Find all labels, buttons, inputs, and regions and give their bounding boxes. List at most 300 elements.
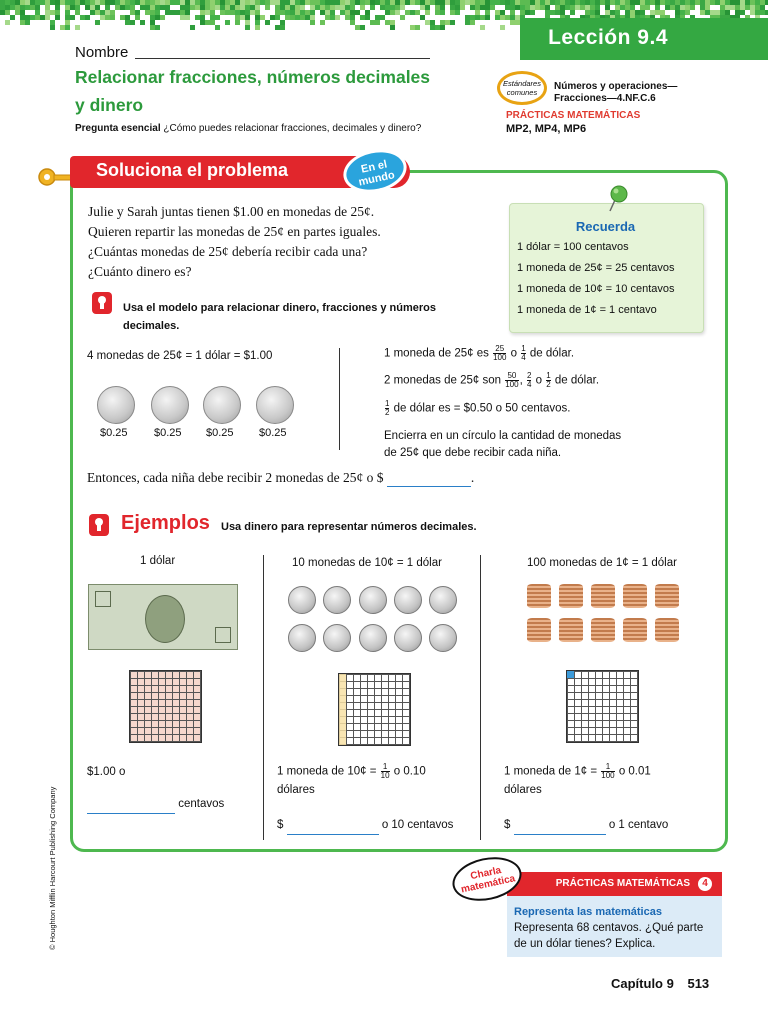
mosaic-tile xyxy=(495,10,500,15)
mosaic-tile xyxy=(510,15,515,20)
mosaic-tile xyxy=(520,0,525,5)
mosaic-tile xyxy=(625,0,630,5)
mosaic-tile xyxy=(755,5,760,10)
examples-subtitle: Usa dinero para representar números decimales. xyxy=(221,521,477,533)
practices-codes: MP2, MP4, MP6 xyxy=(506,123,587,135)
mosaic-tile xyxy=(420,15,425,20)
mosaic-tile xyxy=(300,10,305,15)
mosaic-tile xyxy=(180,10,185,15)
mosaic-tile xyxy=(525,10,530,15)
mosaic-tile xyxy=(610,10,615,15)
mosaic-tile xyxy=(210,5,215,10)
mosaic-tile xyxy=(275,25,280,30)
mosaic-tile xyxy=(35,5,40,10)
mosaic-tile xyxy=(20,10,25,15)
mosaic-tile xyxy=(560,0,565,5)
mosaic-tile xyxy=(435,10,440,15)
mosaic-tile xyxy=(150,25,155,30)
remember-title: Recuerda xyxy=(575,219,636,234)
mosaic-tile xyxy=(120,5,125,10)
remember-line: 1 moneda de 10¢ = 10 centavos xyxy=(517,283,675,295)
mosaic-tile xyxy=(180,15,185,20)
text: o xyxy=(510,347,518,360)
mosaic-tile xyxy=(185,10,190,15)
mosaic-tile xyxy=(195,15,200,20)
mosaic-tile xyxy=(195,0,200,5)
mosaic-tile xyxy=(125,15,130,20)
text: o xyxy=(535,374,543,387)
mosaic-tile xyxy=(645,5,650,10)
mosaic-tile xyxy=(635,0,640,5)
mosaic-tile xyxy=(135,0,140,5)
denominator: 4 xyxy=(526,380,532,389)
mosaic-tile xyxy=(440,5,445,10)
mosaic-tile xyxy=(325,0,330,5)
mosaic-tile xyxy=(235,20,240,25)
text: 2 monedas de 25¢ son xyxy=(384,374,502,387)
mosaic-tile xyxy=(90,10,95,15)
mosaic-tile xyxy=(750,5,755,10)
mosaic-tile xyxy=(680,10,685,15)
mosaic-tile xyxy=(605,5,610,10)
mosaic-tile xyxy=(25,15,30,20)
penny-stack xyxy=(655,584,679,608)
mosaic-tile xyxy=(500,25,505,30)
mosaic-tile xyxy=(395,10,400,15)
mosaic-tile xyxy=(10,5,15,10)
numerator: 1 xyxy=(521,344,526,353)
mosaic-tile xyxy=(275,5,280,10)
mosaic-tile xyxy=(155,0,160,5)
mosaic-tile xyxy=(425,10,430,15)
mosaic-tile xyxy=(750,0,755,5)
mosaic-tile xyxy=(295,10,300,15)
one-dollar-heading: 1 dólar xyxy=(140,555,176,567)
mosaic-tile xyxy=(145,5,150,10)
mosaic-tile xyxy=(470,0,475,5)
mosaic-tile xyxy=(470,5,475,10)
mosaic-tile xyxy=(480,25,485,30)
mosaic-tile xyxy=(225,0,230,5)
penny-stack xyxy=(527,618,551,642)
numerator: 1 xyxy=(381,763,390,772)
mosaic-tile xyxy=(580,0,585,5)
mosaic-tile xyxy=(520,5,525,10)
mosaic-tile xyxy=(470,20,475,25)
mosaic-tile xyxy=(455,5,460,10)
mosaic-tile xyxy=(735,5,740,10)
mosaic-tile xyxy=(445,0,450,5)
mosaic-tile xyxy=(260,15,265,20)
mosaic-tile xyxy=(420,0,425,5)
mosaic-tile xyxy=(365,15,370,20)
mosaic-tile xyxy=(280,0,285,5)
coin-value-label: $0.25 xyxy=(100,427,128,439)
mosaic-tile xyxy=(110,0,115,5)
math-talk-heading: Representa las matemáticas xyxy=(514,906,662,918)
mosaic-tile xyxy=(75,10,80,15)
circle-instruction-line1: Encierra en un círculo la cantidad de monedas xyxy=(384,430,622,442)
mosaic-tile xyxy=(320,5,325,10)
mosaic-tile xyxy=(315,5,320,10)
mosaic-tile xyxy=(660,10,665,15)
mosaic-tile xyxy=(30,5,35,10)
mosaic-tile xyxy=(560,5,565,10)
mosaic-tile xyxy=(490,0,495,5)
mosaic-tile xyxy=(85,0,90,5)
mosaic-tile xyxy=(670,5,675,10)
mosaic-tile xyxy=(45,0,50,5)
text: de dólar es = $0.50 o 50 centavos. xyxy=(393,402,571,415)
mosaic-tile xyxy=(585,5,590,10)
mosaic-tile xyxy=(615,0,620,5)
mosaic-tile xyxy=(75,0,80,5)
lock-icon xyxy=(92,292,112,314)
mosaic-tile xyxy=(225,20,230,25)
mosaic-tile xyxy=(685,5,690,10)
mosaic-tile xyxy=(620,5,625,10)
mosaic-tile xyxy=(640,0,645,5)
mosaic-tile xyxy=(305,0,310,5)
mosaic-tile xyxy=(505,15,510,20)
col2-answer-line xyxy=(277,817,453,835)
mosaic-tile xyxy=(400,15,405,20)
mosaic-tile xyxy=(515,5,520,10)
mosaic-tile xyxy=(465,20,470,25)
mosaic-tile xyxy=(150,20,155,25)
mosaic-tile xyxy=(755,10,760,15)
quarter-coin xyxy=(203,386,241,424)
mosaic-tile xyxy=(50,10,55,15)
mosaic-tile xyxy=(720,0,725,5)
penny-answer-blank[interactable] xyxy=(514,817,606,835)
mosaic-tile xyxy=(455,0,460,5)
mosaic-tile xyxy=(180,5,185,10)
mosaic-tile xyxy=(235,15,240,20)
mosaic-tile xyxy=(350,20,355,25)
mosaic-tile xyxy=(80,15,85,20)
mosaic-tile xyxy=(50,25,55,30)
text: Entonces, cada niña debe recibir 2 monedas de 25¢ o $ xyxy=(87,470,384,485)
mosaic-tile xyxy=(605,10,610,15)
coin-value-label: $0.25 xyxy=(259,427,287,439)
mosaic-tile xyxy=(525,0,530,5)
mosaic-tile xyxy=(290,10,295,15)
mosaic-tile xyxy=(205,5,210,10)
mosaic-tile xyxy=(615,10,620,15)
mosaic-tile xyxy=(285,15,290,20)
dime-answer-blank[interactable] xyxy=(287,817,379,835)
mosaic-tile xyxy=(65,0,70,5)
half-dollar-line xyxy=(384,400,570,417)
mosaic-tile xyxy=(160,5,165,10)
model-instruction: Usa el modelo para relacionar dinero, fracciones y números decimales. xyxy=(123,302,437,332)
mosaic-tile xyxy=(145,0,150,5)
mosaic-tile xyxy=(150,5,155,10)
mosaic-tile xyxy=(405,10,410,15)
mosaic-tile xyxy=(215,25,220,30)
mosaic-tile xyxy=(205,0,210,5)
mosaic-tile xyxy=(390,0,395,5)
mosaic-tile xyxy=(515,0,520,5)
mosaic-tile xyxy=(50,20,55,25)
text: de dólar. xyxy=(529,347,575,360)
mosaic-tile xyxy=(165,0,170,5)
mosaic-tile xyxy=(735,10,740,15)
mosaic-tile xyxy=(480,15,485,20)
mosaic-tile xyxy=(375,20,380,25)
mosaic-tile xyxy=(675,0,680,5)
mosaic-tile xyxy=(200,20,205,25)
text: 1 moneda de 1¢ = xyxy=(504,765,598,778)
mosaic-tile xyxy=(330,0,335,5)
mosaic-tile xyxy=(440,20,445,25)
standards-line2: Fracciones—4.NF.C.6 xyxy=(554,93,656,104)
mosaic-tile xyxy=(85,5,90,10)
mosaic-tile xyxy=(125,0,130,5)
penny-stack xyxy=(655,618,679,642)
mosaic-tile xyxy=(505,0,510,5)
mosaic-tile xyxy=(10,15,15,20)
penny-stack xyxy=(591,618,615,642)
mosaic-tile xyxy=(705,5,710,10)
mosaic-tile xyxy=(570,0,575,5)
mosaic-tile xyxy=(290,5,295,10)
mosaic-tile xyxy=(725,0,730,5)
mosaic-tile xyxy=(630,10,635,15)
mosaic-tile xyxy=(510,10,515,15)
page-number: 513 xyxy=(687,976,710,991)
mosaic-tile xyxy=(265,20,270,25)
mosaic-tile xyxy=(450,0,455,5)
mosaic-tile xyxy=(295,15,300,20)
mosaic-tile xyxy=(650,10,655,15)
mosaic-tile xyxy=(20,0,25,5)
mosaic-tile xyxy=(395,0,400,5)
mosaic-tile xyxy=(340,5,345,10)
mosaic-tile xyxy=(610,0,615,5)
mosaic-tile xyxy=(245,5,250,10)
mosaic-tile xyxy=(680,5,685,10)
mosaic-tile xyxy=(450,10,455,15)
mosaic-tile xyxy=(180,0,185,5)
mosaic-tile xyxy=(60,25,65,30)
mosaic-tile xyxy=(155,15,160,20)
mosaic-tile xyxy=(300,0,305,5)
column-divider xyxy=(339,348,340,450)
mosaic-tile xyxy=(305,10,310,15)
mosaic-tile xyxy=(200,0,205,5)
mosaic-tile xyxy=(560,10,565,15)
mosaic-tile xyxy=(565,5,570,10)
mosaic-tile xyxy=(600,0,605,5)
mosaic-tile xyxy=(730,0,735,5)
mosaic-tile xyxy=(400,5,405,10)
mosaic-tile xyxy=(455,10,460,15)
mosaic-tile xyxy=(275,10,280,15)
mosaic-tile xyxy=(255,15,260,20)
mosaic-tile xyxy=(20,5,25,10)
mosaic-tile xyxy=(565,0,570,5)
mosaic-tile xyxy=(625,5,630,10)
fraction xyxy=(493,345,506,362)
mosaic-tile xyxy=(215,15,220,20)
mosaic-tile xyxy=(35,15,40,20)
coin-value-label: $0.25 xyxy=(206,427,234,439)
name-field[interactable] xyxy=(135,58,430,59)
mosaic-tile xyxy=(340,0,345,5)
quarter-coin xyxy=(151,386,189,424)
mosaic-tile xyxy=(290,15,295,20)
mosaic-tile xyxy=(70,5,75,10)
mosaic-tile xyxy=(350,0,355,5)
mosaic-tile xyxy=(220,0,225,5)
mosaic-tile xyxy=(205,10,210,15)
mosaic-tile xyxy=(555,5,560,10)
lesson-number: Lección 9.4 xyxy=(548,26,668,49)
mosaic-tile xyxy=(435,0,440,5)
mosaic-tile xyxy=(520,10,525,15)
mosaic-tile xyxy=(85,15,90,20)
text: de dólar. xyxy=(554,374,600,387)
mosaic-tile xyxy=(640,5,645,10)
mosaic-tile xyxy=(220,10,225,15)
mosaic-tile xyxy=(190,25,195,30)
mosaic-tile xyxy=(585,10,590,15)
penny-stack xyxy=(559,584,583,608)
mosaic-tile xyxy=(55,10,60,15)
mosaic-tile xyxy=(25,20,30,25)
mosaic-tile xyxy=(255,25,260,30)
penny-stack xyxy=(623,584,647,608)
mosaic-tile xyxy=(525,5,530,10)
mosaic-tile xyxy=(5,20,10,25)
mosaic-tile xyxy=(155,5,160,10)
dime-coin xyxy=(323,624,351,652)
mosaic-tile xyxy=(530,0,535,5)
math-talk-text: Representa 68 centavos. ¿Qué parte de un dólar tienes? Explica. xyxy=(514,922,704,950)
mosaic-tile xyxy=(235,0,240,5)
mosaic-tile xyxy=(90,5,95,10)
mosaic-tile xyxy=(335,15,340,20)
quarters-equation: 4 monedas de 25¢ = 1 dólar = $1.00 xyxy=(87,350,273,362)
denominator: 100 xyxy=(601,771,615,780)
mosaic-tile xyxy=(150,10,155,15)
mosaic-tile xyxy=(375,0,380,5)
text: centavos xyxy=(178,798,225,810)
mosaic-tile xyxy=(360,25,365,30)
mosaic-tile xyxy=(265,0,270,5)
mosaic-tile xyxy=(530,10,535,15)
mosaic-tile xyxy=(135,15,140,20)
numerator: 2 xyxy=(526,371,532,380)
mosaic-tile xyxy=(125,5,130,10)
mosaic-tile xyxy=(55,5,60,10)
mosaic-tile xyxy=(585,0,590,5)
mosaic-tile xyxy=(115,0,120,5)
mosaic-tile xyxy=(555,0,560,5)
mosaic-tile xyxy=(470,15,475,20)
pushpin-icon xyxy=(602,184,632,214)
mosaic-tile xyxy=(295,0,300,5)
mosaic-tile xyxy=(625,10,630,15)
mosaic-tile xyxy=(430,25,435,30)
mosaic-tile xyxy=(230,0,235,5)
mosaic-tile xyxy=(715,0,720,5)
mosaic-tile xyxy=(45,10,50,15)
mosaic-tile xyxy=(440,25,445,30)
mosaic-tile xyxy=(670,0,675,5)
mosaic-tile xyxy=(480,0,485,5)
mosaic-tile xyxy=(705,0,710,5)
numerator: 25 xyxy=(493,345,506,354)
mosaic-tile xyxy=(410,10,415,15)
mosaic-tile xyxy=(425,0,430,5)
mosaic-tile xyxy=(105,10,110,15)
mosaic-tile xyxy=(395,5,400,10)
mosaic-tile xyxy=(30,15,35,20)
mosaic-tile xyxy=(590,0,595,5)
mosaic-tile xyxy=(325,15,330,20)
mosaic-tile xyxy=(100,10,105,15)
mosaic-tile xyxy=(360,15,365,20)
mosaic-tile xyxy=(240,15,245,20)
dimes-heading: 10 monedas de 10¢ = 1 dólar xyxy=(292,557,442,569)
problem-banner-title: Soluciona el problema xyxy=(96,160,289,180)
numerator: 1 xyxy=(546,371,551,380)
mosaic-tile xyxy=(0,0,5,5)
mosaic-tile xyxy=(25,5,30,10)
mosaic-tile xyxy=(550,0,555,5)
mosaic-tile xyxy=(550,10,555,15)
mosaic-tile xyxy=(390,10,395,15)
numerator: 1 xyxy=(385,399,390,408)
cents-answer-blank[interactable] xyxy=(87,796,175,814)
quarter-fraction-line xyxy=(384,345,574,362)
mosaic-tile xyxy=(655,10,660,15)
mosaic-tile xyxy=(285,10,290,15)
problem-text: Julie y Sarah juntas tienen $1.00 en monedas de 25¢. Quieren repartir las monedas de 25¢ en partes iguales. ¿Cuántas monedas de 25¢ debería recibir cada una? ¿Cuánto dinero es? xyxy=(88,204,381,279)
mosaic-tile xyxy=(425,20,430,25)
mosaic-tile xyxy=(215,0,220,5)
mosaic-tile xyxy=(215,5,220,10)
mosaic-tile xyxy=(15,10,20,15)
mosaic-tile xyxy=(130,0,135,5)
mosaic-tile xyxy=(250,5,255,10)
standards-text xyxy=(554,81,677,105)
dime-coin xyxy=(429,624,457,652)
mosaic-tile xyxy=(245,10,250,15)
denominator: 10 xyxy=(380,771,390,780)
mosaic-tile xyxy=(280,20,285,25)
answer-blank[interactable] xyxy=(387,470,471,487)
mosaic-tile xyxy=(310,20,315,25)
mosaic-tile xyxy=(280,5,285,10)
mosaic-tile xyxy=(355,25,360,30)
math-practices-label: PRÁCTICAS MATEMÁTICAS xyxy=(555,878,690,889)
practices-label: PRÁCTICAS MATEMÁTICAS xyxy=(506,110,641,121)
mosaic-tile xyxy=(285,0,290,5)
mosaic-tile xyxy=(380,0,385,5)
mosaic-tile xyxy=(595,10,600,15)
mosaic-tile xyxy=(150,15,155,20)
mosaic-tile xyxy=(135,10,140,15)
penny-stack xyxy=(623,618,647,642)
dime-coin xyxy=(359,624,387,652)
dime-coin xyxy=(288,624,316,652)
mosaic-tile xyxy=(545,5,550,10)
mosaic-tile xyxy=(360,0,365,5)
